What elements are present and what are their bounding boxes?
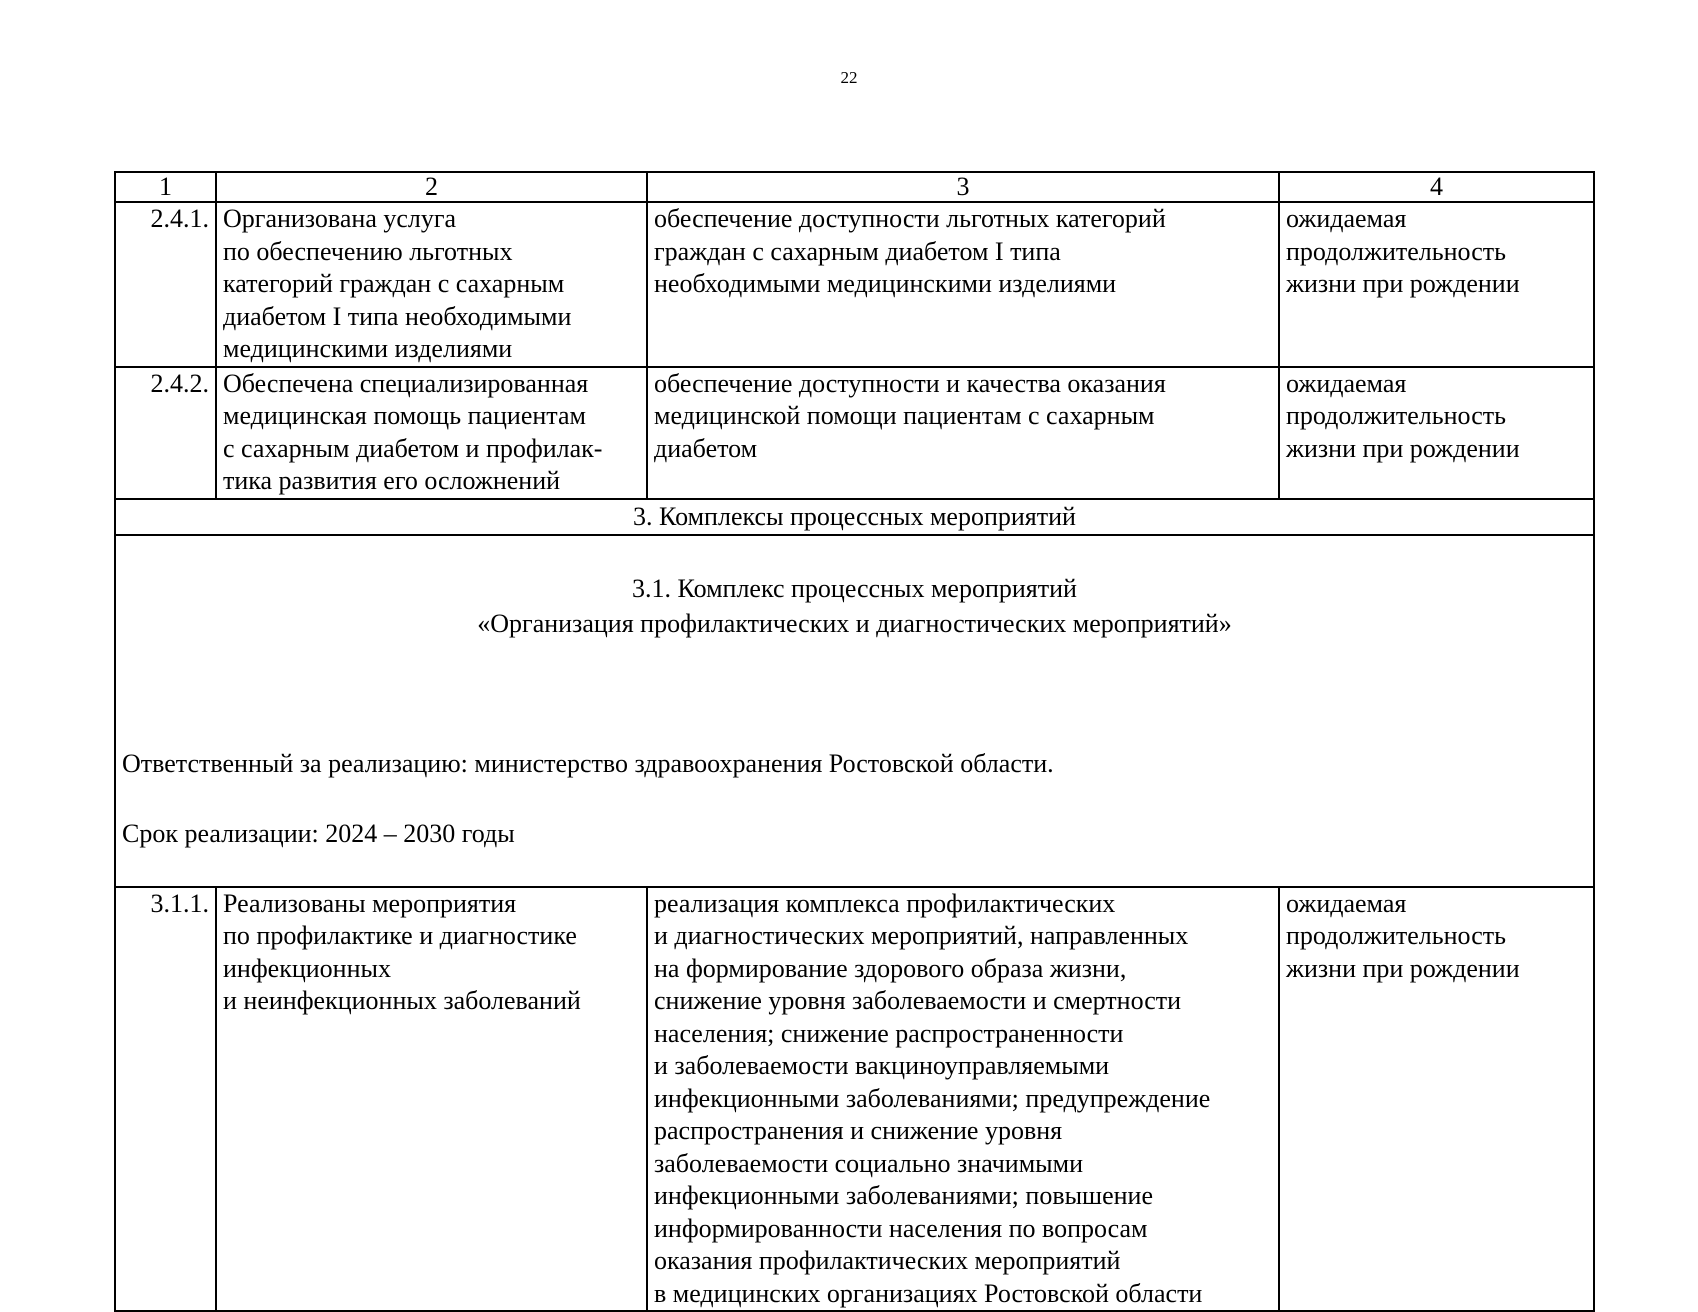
column-header-4: 4 xyxy=(1279,172,1594,202)
complex-row xyxy=(115,535,1594,887)
row-result: Обеспечена специализированная медицинская помощь пациентам с сахарным диабетом и профилак- тика развития его осложнений xyxy=(216,367,647,499)
row-description: обеспечение доступности льготных категорий граждан с сахарным диабетом I типа необходимыми медицинскими изделиями xyxy=(647,202,1279,367)
column-header-1: 1 xyxy=(115,172,216,202)
table-row xyxy=(115,367,1594,499)
complex-title: 3.1. Комплекс процессных мероприятий «Организация профилактических и диагностических мероприятий» xyxy=(477,573,1232,638)
header-row xyxy=(115,172,1594,202)
column-header-3: 3 xyxy=(647,172,1279,202)
row-result: Реализованы мероприятия по профилактике и диагностике инфекционных и неинфекционных заболеваний xyxy=(216,887,647,1312)
spacer xyxy=(122,676,1587,711)
row-indicator: ожидаемая продолжительность жизни при рождении xyxy=(1279,887,1594,1312)
row-number: 3.1.1. xyxy=(115,887,216,1312)
complex-responsible: Ответственный за реализацию: министерство здравоохранения Ростовской области. xyxy=(122,748,1054,778)
row-result: Организована услуга по обеспечению льготных категорий граждан с сахарным диабетом I типа необходимыми медицинскими изделиями xyxy=(216,202,647,367)
row-description: обеспечение доступности и качества оказания медицинской помощи пациентам с сахарным диабетом xyxy=(647,367,1279,499)
row-number: 2.4.1. xyxy=(115,202,216,367)
row-indicator: ожидаемая продолжительность жизни при рождении xyxy=(1279,367,1594,499)
complex-term: Срок реализации: 2024 – 2030 годы xyxy=(122,818,515,848)
row-number: 2.4.2. xyxy=(115,367,216,499)
table-row xyxy=(115,202,1594,367)
section-heading: 3. Комплексы процессных мероприятий xyxy=(115,499,1594,535)
page-number: 22 xyxy=(840,68,858,87)
measures-table xyxy=(114,171,1595,1312)
complex-info xyxy=(115,535,1594,887)
row-description: реализация комплекса профилактических и диагностических мероприятий, направленных на формирование здорового образа жизни, снижение уровня заболеваемости и смертности населения; снижение распространенности и заболеваемости вакциноуправляемыми инфекционными заболеваниями; предупреждение распространения и снижение уровня заболеваемости социально значимыми инфекционными заболеваниями; повышение информированности населения по вопросам оказания профилактических мероприятий в медицинских организациях Ростовской области xyxy=(647,887,1279,1312)
section-heading-row xyxy=(115,499,1594,535)
row-indicator: ожидаемая продолжительность жизни при рождении xyxy=(1279,202,1594,367)
column-header-2: 2 xyxy=(216,172,647,202)
table-row xyxy=(115,887,1594,1312)
